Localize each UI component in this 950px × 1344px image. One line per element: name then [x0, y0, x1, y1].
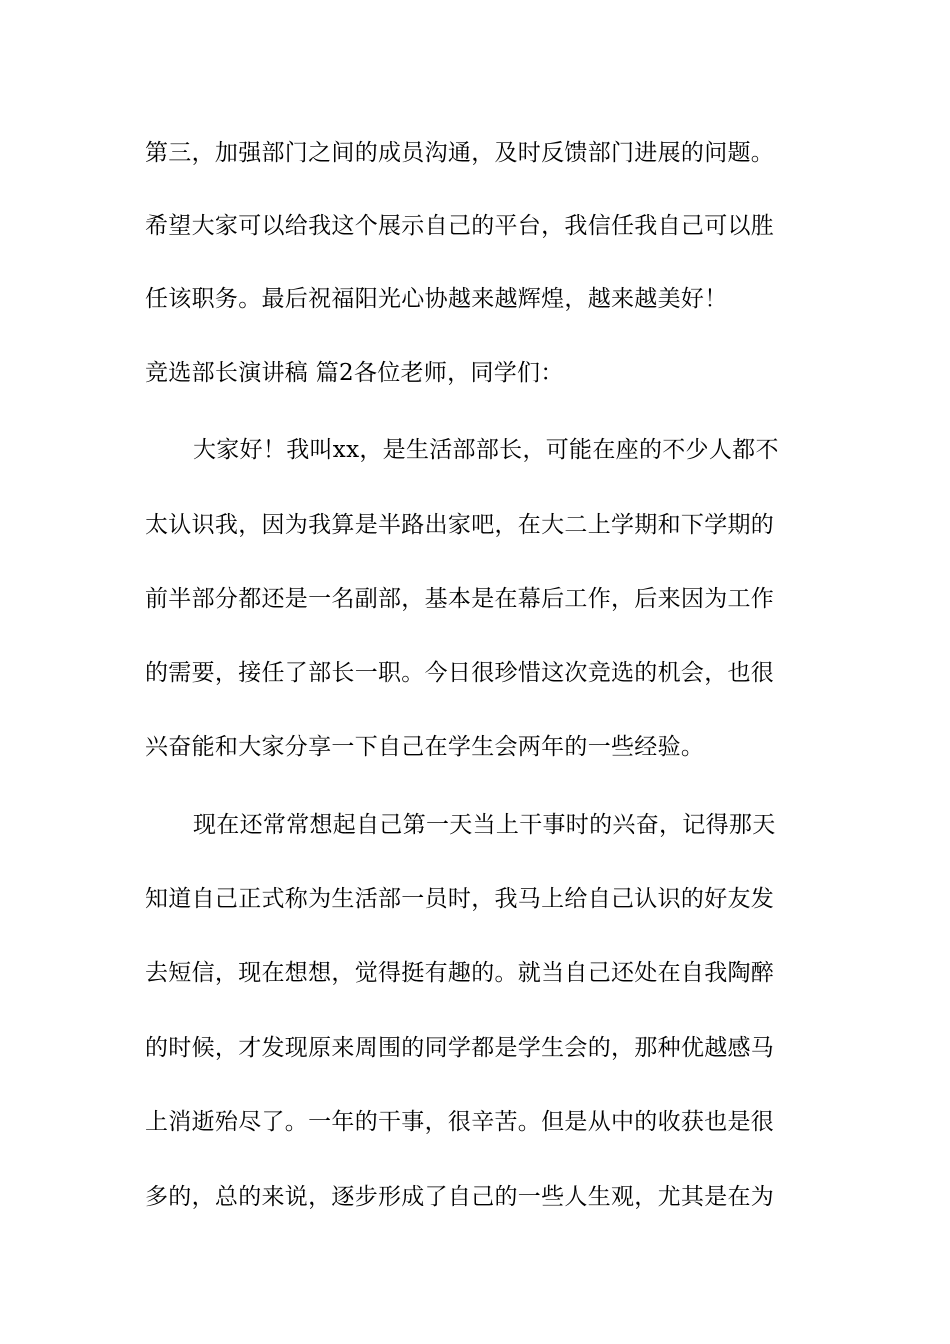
- text-line: 大家好！我叫xx，是生活部部长，可能在座的不少人都不: [193, 437, 779, 463]
- text-line: 兴奋能和大家分享一下自己在学生会两年的一些经验。: [145, 734, 705, 760]
- text-line: 多的，总的来说，逐步形成了自己的一些人生观，尤其是在为: [145, 1184, 775, 1210]
- text-line: 的需要，接任了部长一职。今日很珍惜这次竞选的机会，也很: [145, 660, 775, 686]
- text-line: 上消逝殆尽了。一年的干事，很辛苦。但是从中的收获也是很: [145, 1109, 775, 1135]
- text-line: 第三，加强部门之间的成员沟通，及时反馈部门进展的问题。: [145, 140, 775, 166]
- text-line: 知道自己正式称为生活部一员时，我马上给自己认识的好友发: [145, 886, 775, 912]
- section-heading: 竞选部长演讲稿 篇2各位老师，同学们：: [145, 360, 564, 386]
- text-line: 去短信，现在想想，觉得挺有趣的。就当自己还处在自我陶醉: [145, 960, 775, 986]
- text-line: 现在还常常想起自己第一天当上干事时的兴奋，记得那天: [193, 812, 776, 838]
- text-line: 任该职务。最后祝福阳光心协越来越辉煌，越来越美好！: [145, 286, 728, 312]
- text-line: 太认识我，因为我算是半路出家吧，在大二上学期和下学期的: [145, 512, 775, 538]
- text-line: 希望大家可以给我这个展示自己的平台，我信任我自己可以胜: [145, 213, 775, 239]
- text-line: 的时候，才发现原来周围的同学都是学生会的，那种优越感马: [145, 1035, 775, 1061]
- text-line: 前半部分都还是一名副部，基本是在幕后工作，后来因为工作: [145, 586, 775, 612]
